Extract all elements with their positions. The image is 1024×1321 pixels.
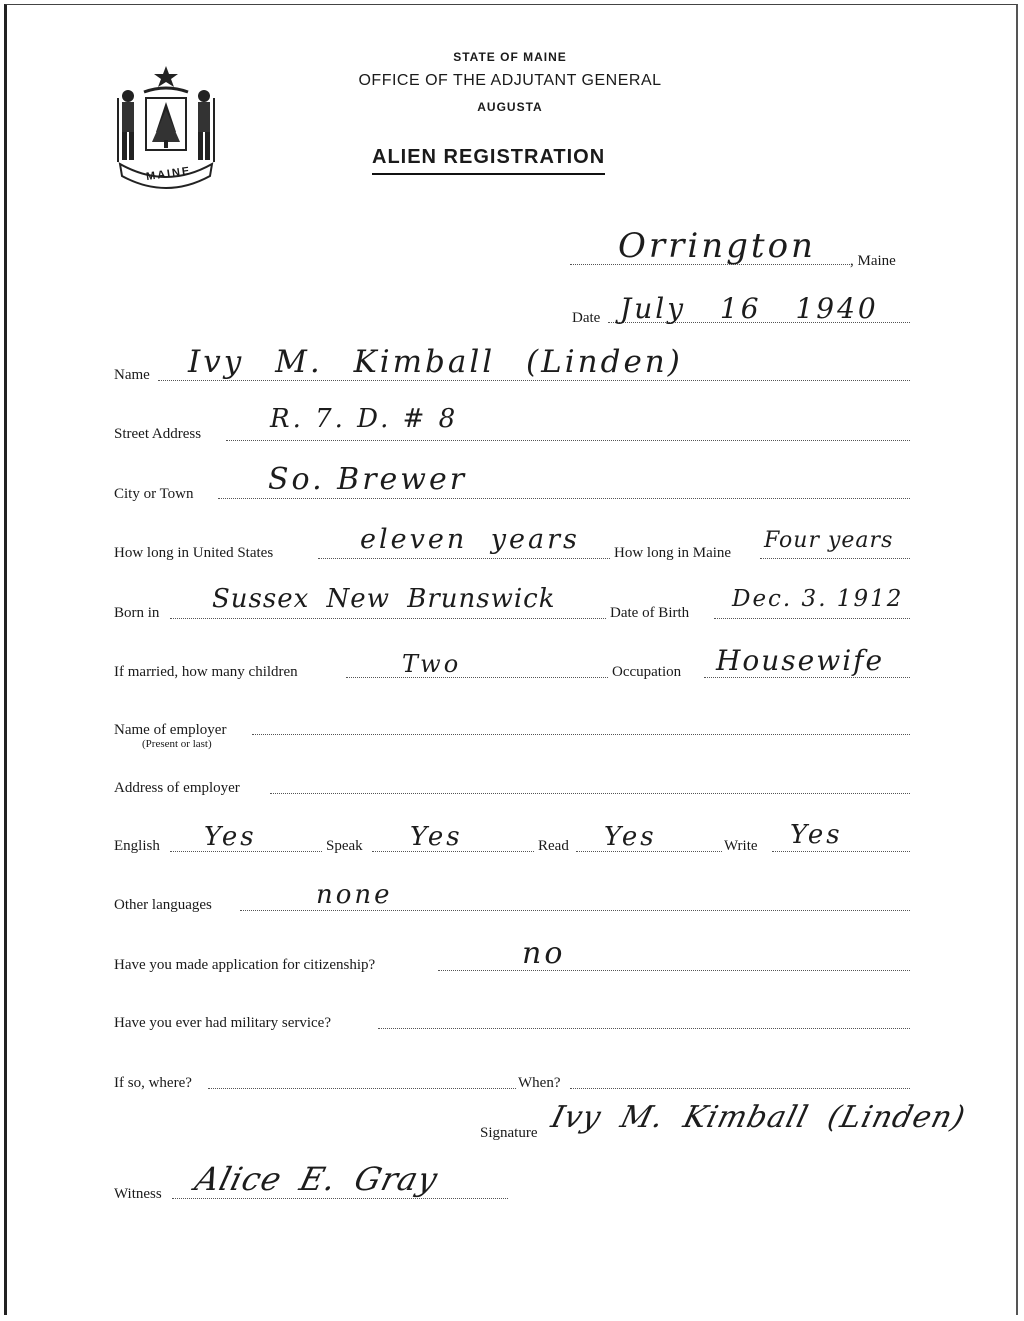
born-in-line <box>170 618 606 619</box>
when-line[interactable] <box>570 1088 910 1089</box>
when-label: When? <box>518 1075 561 1091</box>
military-label: Have you ever had military service? <box>114 1015 331 1031</box>
witness-value[interactable]: Alice E. Gray <box>191 1160 443 1198</box>
signature-value[interactable]: Ivy M. Kimball (Linden) <box>547 1100 970 1135</box>
how-long-us-line <box>318 558 610 559</box>
date-value[interactable]: July 16 1940 <box>620 292 879 325</box>
english-label: English <box>114 838 160 854</box>
witness-line <box>172 1198 508 1199</box>
read-label: Read <box>538 838 569 854</box>
name-value[interactable]: Ivy M. Kimball (Linden) <box>188 344 683 380</box>
citizenship-line <box>438 970 910 971</box>
city-heading: AUGUSTA <box>477 100 543 114</box>
read-value[interactable]: Yes <box>604 822 657 852</box>
how-long-maine-label: How long in Maine <box>614 545 732 561</box>
write-value[interactable]: Yes <box>790 820 843 850</box>
how-long-us-value[interactable]: eleven years <box>360 524 580 555</box>
other-languages-label: Other languages <box>114 897 212 913</box>
military-line[interactable] <box>378 1028 910 1029</box>
state-heading: STATE OF MAINE <box>453 50 567 64</box>
date-of-birth-value[interactable]: Dec. 3. 1912 <box>732 586 904 612</box>
date-label: Date <box>572 310 601 326</box>
city-line <box>218 498 910 499</box>
write-label: Write <box>724 838 758 854</box>
employer-name-label: Name of employer <box>114 722 227 738</box>
children-label: If married, how many children <box>114 664 298 680</box>
signature-label: Signature <box>480 1125 538 1141</box>
occupation-label: Occupation <box>612 664 682 680</box>
how-long-maine-line <box>760 558 910 559</box>
born-in-value[interactable]: Sussex New Brunswick <box>212 584 556 614</box>
english-value[interactable]: Yes <box>204 822 257 852</box>
employer-address-line[interactable] <box>270 793 910 794</box>
city-value[interactable]: So. Brewer <box>268 462 468 497</box>
street-address-line <box>226 440 910 441</box>
occupation-line <box>704 677 910 678</box>
where-label: If so, where? <box>114 1075 192 1091</box>
name-line <box>158 380 910 381</box>
write-line <box>772 851 910 852</box>
children-value[interactable]: Two <box>402 650 462 678</box>
occupation-value[interactable]: Housewife <box>716 644 885 677</box>
citizenship-label: Have you made application for citizenship? <box>114 957 376 973</box>
office-heading: OFFICE OF THE ADJUTANT GENERAL <box>358 72 662 89</box>
street-address-value[interactable]: R. 7. D. # 8 <box>270 404 459 434</box>
employer-name-sublabel: (Present or last) <box>142 738 212 750</box>
speak-label: Speak <box>326 838 363 854</box>
witness-label: Witness <box>114 1186 162 1202</box>
children-line <box>346 677 608 678</box>
employer-name-line[interactable] <box>252 734 910 735</box>
date-of-birth-label: Date of Birth <box>610 605 690 621</box>
city-label: City or Town <box>114 486 194 502</box>
town-value[interactable]: Orrington <box>618 226 816 266</box>
citizenship-value[interactable]: no <box>522 936 566 971</box>
speak-value[interactable]: Yes <box>410 822 463 852</box>
seal-ribbon-text: MAINE <box>145 164 193 184</box>
other-languages-line <box>240 910 910 911</box>
date-of-birth-line <box>714 618 910 619</box>
town-suffix: , Maine <box>850 253 896 269</box>
where-line[interactable] <box>208 1088 516 1089</box>
how-long-maine-value[interactable]: Four years <box>764 528 894 553</box>
form-title: ALIEN REGISTRATION <box>372 146 605 175</box>
other-languages-value[interactable]: none <box>316 880 393 910</box>
street-address-label: Street Address <box>114 426 202 442</box>
how-long-us-label: How long in United States <box>114 545 274 561</box>
employer-address-label: Address of employer <box>114 780 240 796</box>
born-in-label: Born in <box>114 605 160 621</box>
name-label: Name <box>114 367 150 383</box>
